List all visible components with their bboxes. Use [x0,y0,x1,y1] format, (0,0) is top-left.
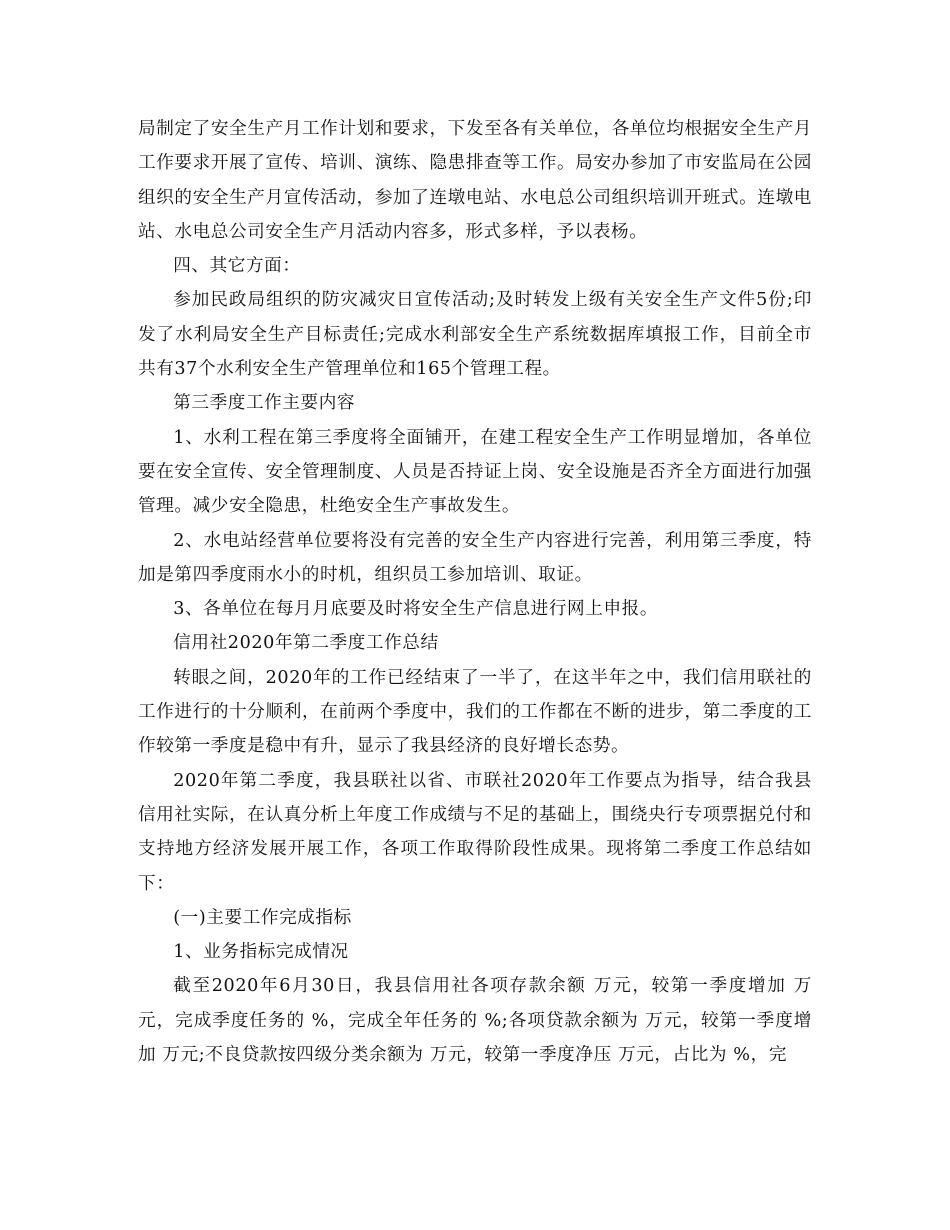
heading-main-indicators: (一)主要工作完成指标 [173,907,352,928]
paragraph-9: 转眼之间，2020年的工作已经结束了一半了，在这半年之中，我们信用联社的工作进行的十分顺利，在前两个季度中，我们的工作都在不断的进步，第二季度的工作较第一季度是稳中有升，显示了我县经济的良好增长态势。 [138,667,812,757]
document-body [138,112,812,1072]
list-item-3: 3、各单位在每月月底要及时将安全生产信息进行网上申报。 [173,599,659,620]
paragraph-3: 参加民政局组织的防灾减灾日宣传活动;及时转发上级有关安全生产文件5份;印发了水利局安全生产目标责任;完成水利部安全生产系统数据库填报工作，目前全市共有37个水利安全生产管理单位和165个管理工程。 [138,290,812,380]
heading-business-indicators: 1、业务指标完成情况 [173,942,349,963]
list-item-2: 2、水电站经营单位要将没有完善的安全生产内容进行完善，利用第三季度，特加是第四季度雨水小的时机，组织员工参加培训、取证。 [138,530,812,585]
list-item-1: 1、水利工程在第三季度将全面铺开，在建工程安全生产工作明显增加，各单位要在安全宣传、安全管理制度、人员是否持证上岗、安全设施是否齐全方面进行加强管理。减少安全隐患，杜绝安全生产事故发生。 [138,427,812,517]
heading-q3-main-content: 第三季度工作主要内容 [173,393,356,414]
paragraph-13: 截至2020年6月30日，我县信用社各项存款余额 万元，较第一季度增加 万元，完成季度任务的 %，完成全年任务的 %;各项贷款余额为 万元，较第一季度增加 万元;不良贷款按四级分类余额为 万元，较第一季度净压 万元，占比为 %，完 [138,976,812,1066]
heading-other-aspects: 四、其它方面： [173,256,301,277]
paragraph-10: 2020年第二季度，我县联社以省、市联社2020年工作要点为指导，结合我县信用社实际，在认真分析上年度工作成绩与不足的基础上，围绕央行专项票据兑付和支持地方经济发展开展工作，各项工作取得阶段性成果。现将第二季度工作总结如下： [138,770,812,894]
section-title-credit-union: 信用社2020年第二季度工作总结 [173,633,439,654]
paragraph-1: 局制定了安全生产月工作计划和要求，下发至各有关单位，各单位均根据安全生产月工作要求开展了宣传、培训、演练、隐患排查等工作。局安办参加了市安监局在公园组织的安全生产月宣传活动，参加了连墩电站、水电总公司组织培训开班式。连墩电站、水电总公司安全生产月活动内容多，形式多样，予以表杨。 [138,119,812,242]
